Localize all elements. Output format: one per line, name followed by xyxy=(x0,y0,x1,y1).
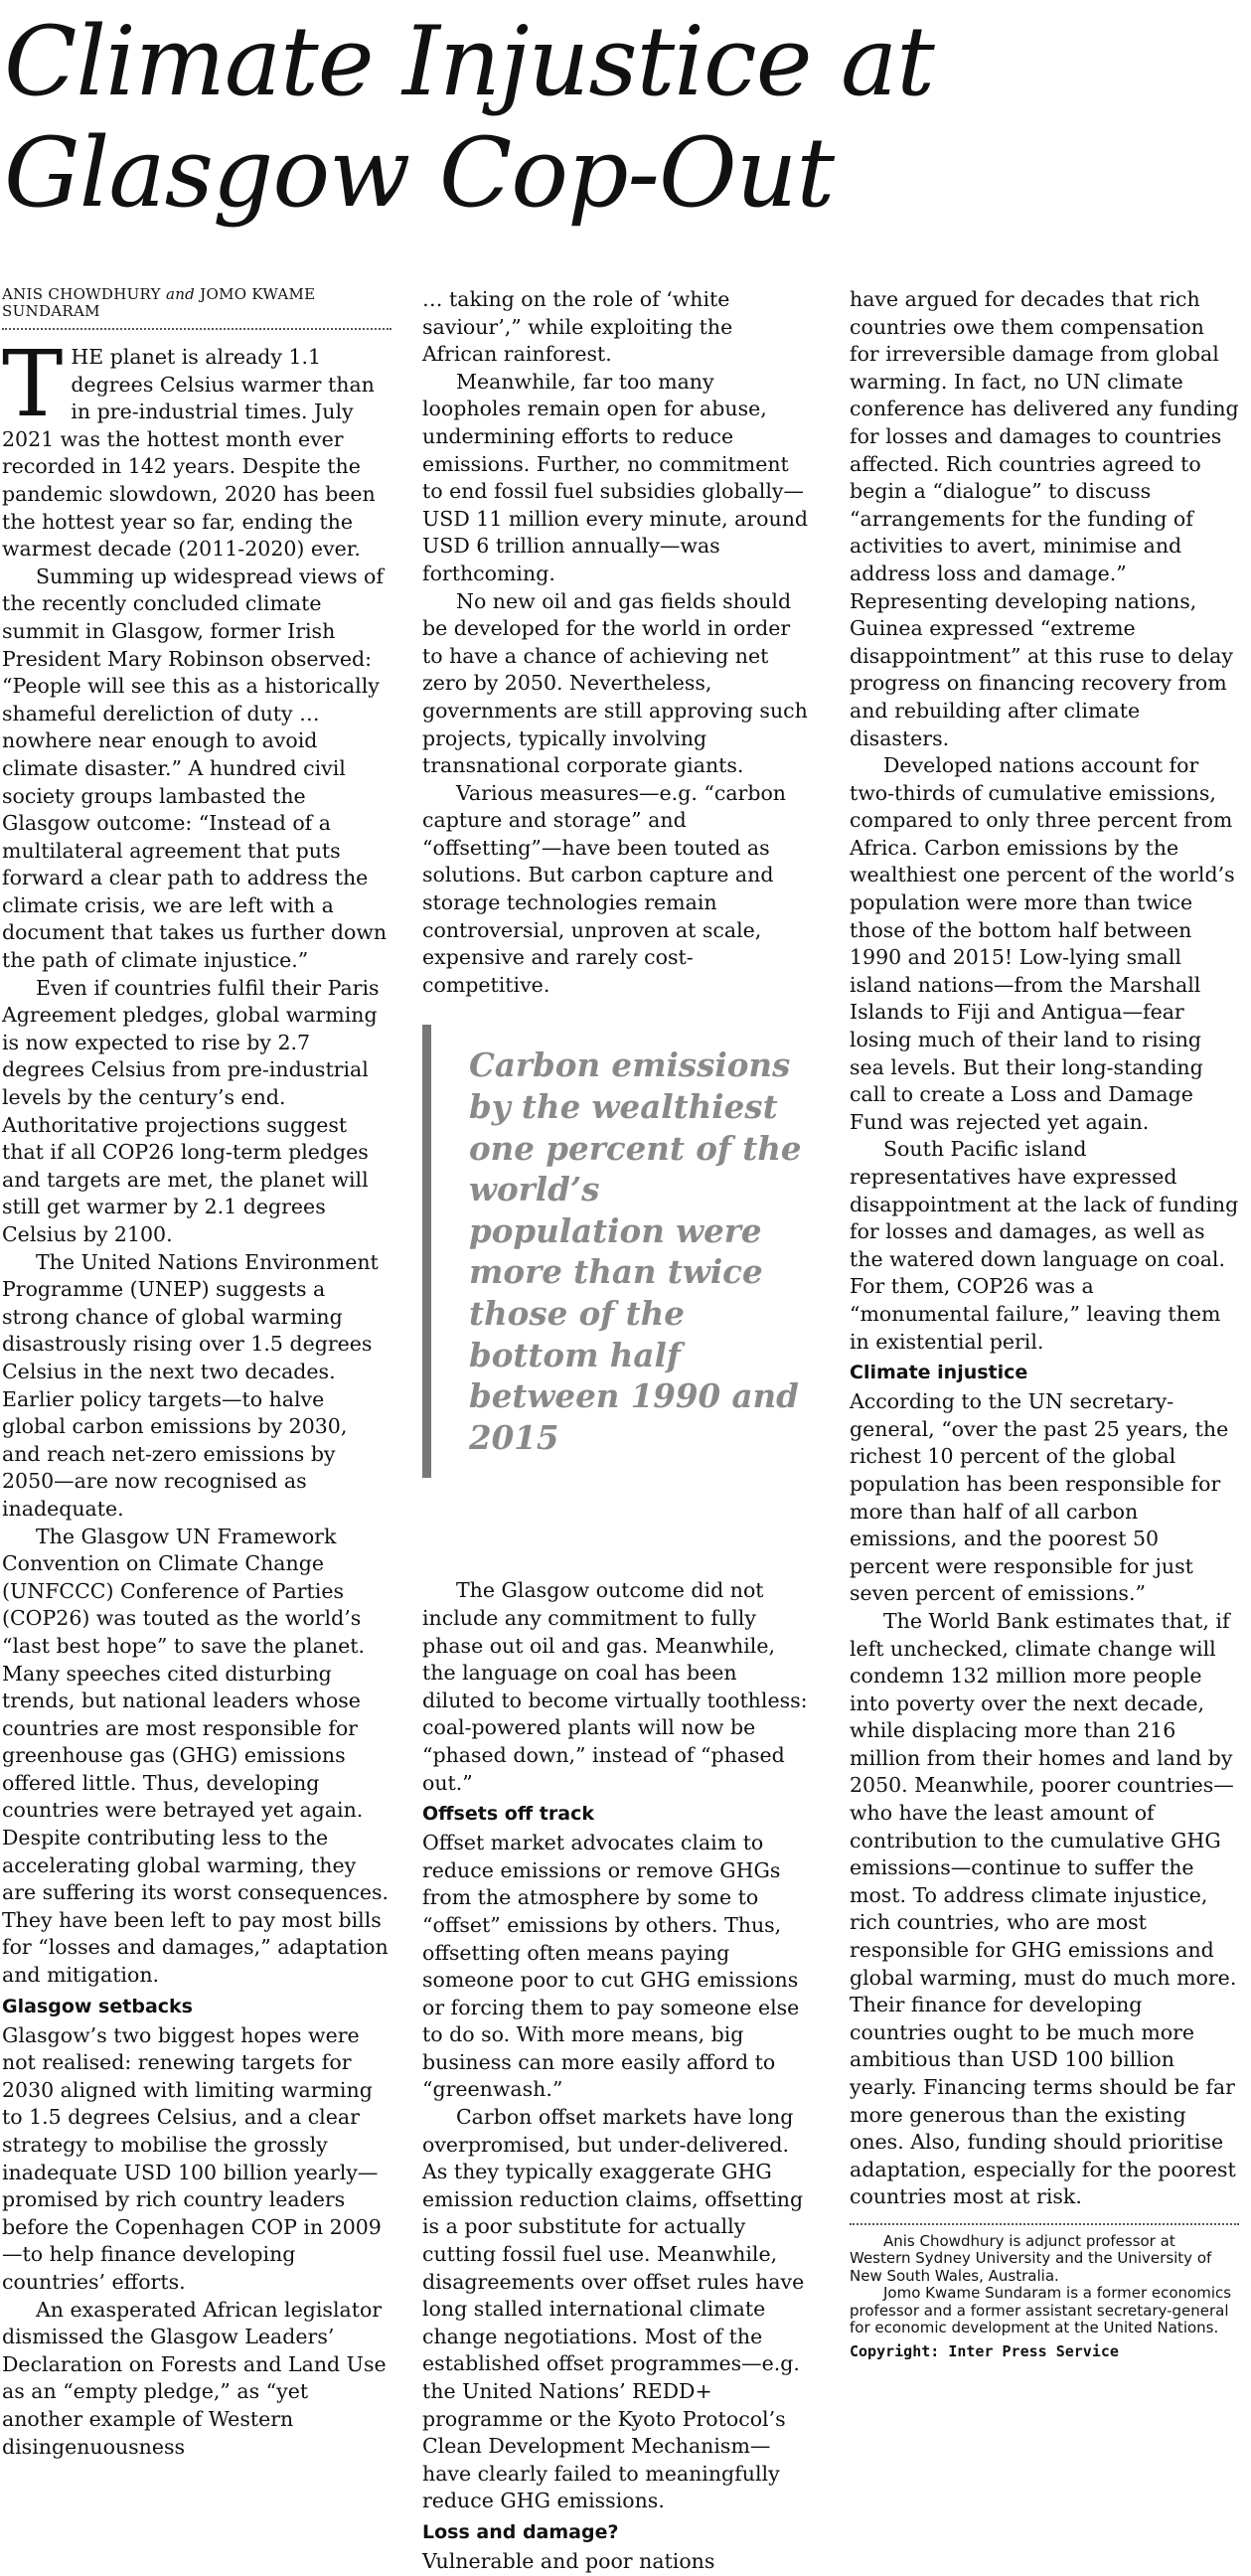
byline xyxy=(2,286,391,330)
column-2 xyxy=(422,286,812,2576)
paragraph: … taking on the role of ‘white saviour’,” while exploiting the African rainforest. xyxy=(422,287,733,367)
paragraph: Meanwhile, far too many loopholes remain open for abuse, undermining efforts to reduce emissions. Further, no commitment to end fossil fuel subsidies globally—USD 11 million every minute, around USD 6 trillion annually—was forthcoming. xyxy=(422,369,809,585)
author-1: ANIS CHOWDHURY xyxy=(2,285,161,303)
paragraph: Offset market advocates claim to reduce emissions or remove GHGs from the atmosphere by some to “offset” emissions by others. Thus, offsetting often means paying someone poor to cut GHG emissions or forcing them to pay someone else to do so. With more means, big business can more easily afford to “greenwash.” xyxy=(422,1831,800,2102)
paragraph: have argued for decades that rich countries owe them compensation for irreversible damage from global warming. In fact, no UN climate conference has delivered any funding for losses and damages to countries affected. Rich countries agreed to begin a “dialogue” to discuss “arrangements for the funding of activities to avert, minimise and address loss and damage.” Representing developing nations, Guinea expressed “extreme disappointment” at this ruse to delay progress on financing recovery from and rebuilding after climate disasters. xyxy=(850,287,1239,750)
column-3 xyxy=(850,286,1239,2361)
paragraph: Various measures—e.g. “carbon capture and storage” and “offsetting”—have been touted as solutions. But carbon capture and storage technologies remain controversial, unproven at scale, expensive and rarely cost-competitive. xyxy=(422,780,787,997)
paragraph: Summing up widespread views of the recently concluded climate summit in Glasgow, former Irish President Mary Robinson observed: “People will see this as a historically shameful dereliction of duty … nowhere near enough to avoid climate disaster.” A hundred civil society groups lambasted the Glasgow outcome: “Instead of a multilateral agreement that puts forward a clear path to address the climate crisis, we are left with a document that takes us further down the path of climate injustice.” xyxy=(2,564,388,973)
paragraph: According to the UN secretary-general, “over the past 25 years, the richest 10 percent of the global population has been responsible for more than half of all carbon emissions, and the poorest 50 percent were responsible for just seven percent of emissions.” xyxy=(850,1389,1229,1606)
byline-joiner: and xyxy=(165,285,196,303)
paragraph: The Glasgow outcome did not include any commitment to fully phase out oil and gas. Meanwhile, the language on coal has been diluted to become virtually toothless: coal-powered plants will now be “phased down,” instead of “phased out.” xyxy=(422,1578,808,1795)
dotted-divider xyxy=(850,2223,1239,2225)
paragraph: Vulnerable and poor nations xyxy=(422,2548,715,2573)
paragraph: The United Nations Environment Programme (UNEP) suggests a strong chance of global warming disastrously rising over 1.5 degrees Celsius in the next two decades. Earlier policy targets—to halve global carbon emissions by 2030, and reach net-zero emissions by 2050—are now recognised as inadequate. xyxy=(2,1249,379,1521)
author-bio-1: Anis Chowdhury is adjunct professor at Western Sydney University and the University of New South Wales, Australia. xyxy=(850,2231,1212,2285)
paragraph: Developed nations account for two-thirds of cumulative emissions, compared to only three percent from Africa. Carbon emissions by the wealthiest one percent of the world’s population were more than twice those of the bottom half between 1990 and 2015! Low-lying small island nations—from the Marshall Islands to Fiji and Antigua—fear losing much of their land to rising sea levels. But their long-standing call to create a Loss and Damage Fund was rejected yet again. xyxy=(850,753,1235,1134)
paragraph: Glasgow’s two biggest hopes were not realised: renewing targets for 2030 aligned with limiting warming to 1.5 degrees Celsius, and a clear strategy to mobilise the grossly inadequate USD 100 billion yearly—promised by rich country leaders before the Copenhagen COP in 2009—to help finance developing countries’ efforts. xyxy=(2,2022,382,2294)
paragraph: Even if countries fulfil their Paris Agreement pledges, global warming is now expected to rise by 2.7 degrees Celsius from pre-industrial levels by the century’s end. Authoritative projections suggest that if all COP26 long-term pledges and targets are met, the planet will still get warmer by 2.1 degrees Celsius by 2100. xyxy=(2,975,380,1246)
author-bio-2: Jomo Kwame Sundaram is a former economics professor and a former assistant secretary-general for economic development at the United Nations. xyxy=(850,2284,1232,2337)
column-1 xyxy=(2,286,391,2461)
subheading-climate-injustice: Climate injustice xyxy=(850,1362,1028,1384)
subheading-offsets-off-track: Offsets off track xyxy=(422,1803,594,1826)
paragraph: The Glasgow UN Framework Convention on Climate Change (UNFCCC) Conference of Parties (COP26) was touted as the world’s “last best hope” to save the planet. Many speeches cited disturbing trends, but national leaders whose countries are most responsible for greenhouse gas (GHG) emissions offered little. Thus, developing countries were betrayed yet again. Despite contributing less to the accelerating global warming, they are suffering its worst consequences. They have been left to pay most bills for “losses and damages,” adaptation and mitigation. xyxy=(2,1524,390,1988)
paragraph: No new oil and gas fields should be developed for the world in order to have a chance of achieving net zero by 2050. Nevertheless, governments are still approving such projects, typically involving transnational corporate giants. xyxy=(422,588,808,778)
paragraph: South Pacific island representatives have expressed disappointment at the lack of funding for losses and damages, as well as the watered down language on coal. For them, COP26 was a “monumental failure,” leaving them in existential peril. xyxy=(850,1137,1239,1354)
paragraph: THE planet is already 1.1 degrees Celsius warmer than in pre-industrial times. July 2021 was the hottest month ever recorded in 142 years. Despite the pandemic slowdown, 2020 has been the hottest year so far, ending the warmest decade (2011-2020) ever. xyxy=(2,331,376,562)
copyright-notice: Copyright: Inter Press Service xyxy=(850,2341,1119,2360)
paragraph: Carbon offset markets have long overpromised, but under-delivered. As they typically exaggerate GHG emission reduction claims, offsetting is a poor substitute for actually cutting fossil fuel use. Meanwhile, disagreements over offset rules have long stalled international climate change negotiations. Most of the established offset programmes—e.g. the United Nations’ REDD+ programme or the Kyoto Protocol’s Clean Development Mechanism—have clearly failed to meaningfully reduce GHG emissions. xyxy=(422,2105,805,2513)
subheading-loss-and-damage: Loss and damage? xyxy=(422,2520,619,2543)
subheading-glasgow-setbacks: Glasgow setbacks xyxy=(2,1995,193,2017)
paragraph: An exasperated African legislator dismissed the Glasgow Leaders’ Declaration on Forests and Land Use as an “empty pledge,” as “yet another example of Western disingenuousness xyxy=(2,2297,387,2459)
pull-quote: Carbon emissions by the wealthiest one percent of the world’s population were more than twice those of the bottom half between 1990 and 2015 xyxy=(422,1025,812,1478)
drop-cap: T xyxy=(2,331,64,437)
author-2: JOMO KWAME SUNDARAM xyxy=(2,285,316,320)
headline: Climate Injustice at Glasgow Cop-Out xyxy=(4,6,934,229)
paragraph: The World Bank estimates that, if left unchecked, climate change will condemn 132 million more people into poverty over the next decade, while displacing more than 216 million from their homes and land by 2050. Meanwhile, poorer countries—who have the least amount of contribution to the cumulative GHG emissions—continue to suffer the most. To address climate injustice, rich countries, who are most responsible for GHG emissions and global warming, must do much more. Their finance for developing countries ought to be much more ambitious than USD 100 billion yearly. Financing terms should be far more generous than the existing ones. Also, funding should prioritise adaptation, especially for the poorest countries most at risk. xyxy=(850,1608,1237,2209)
